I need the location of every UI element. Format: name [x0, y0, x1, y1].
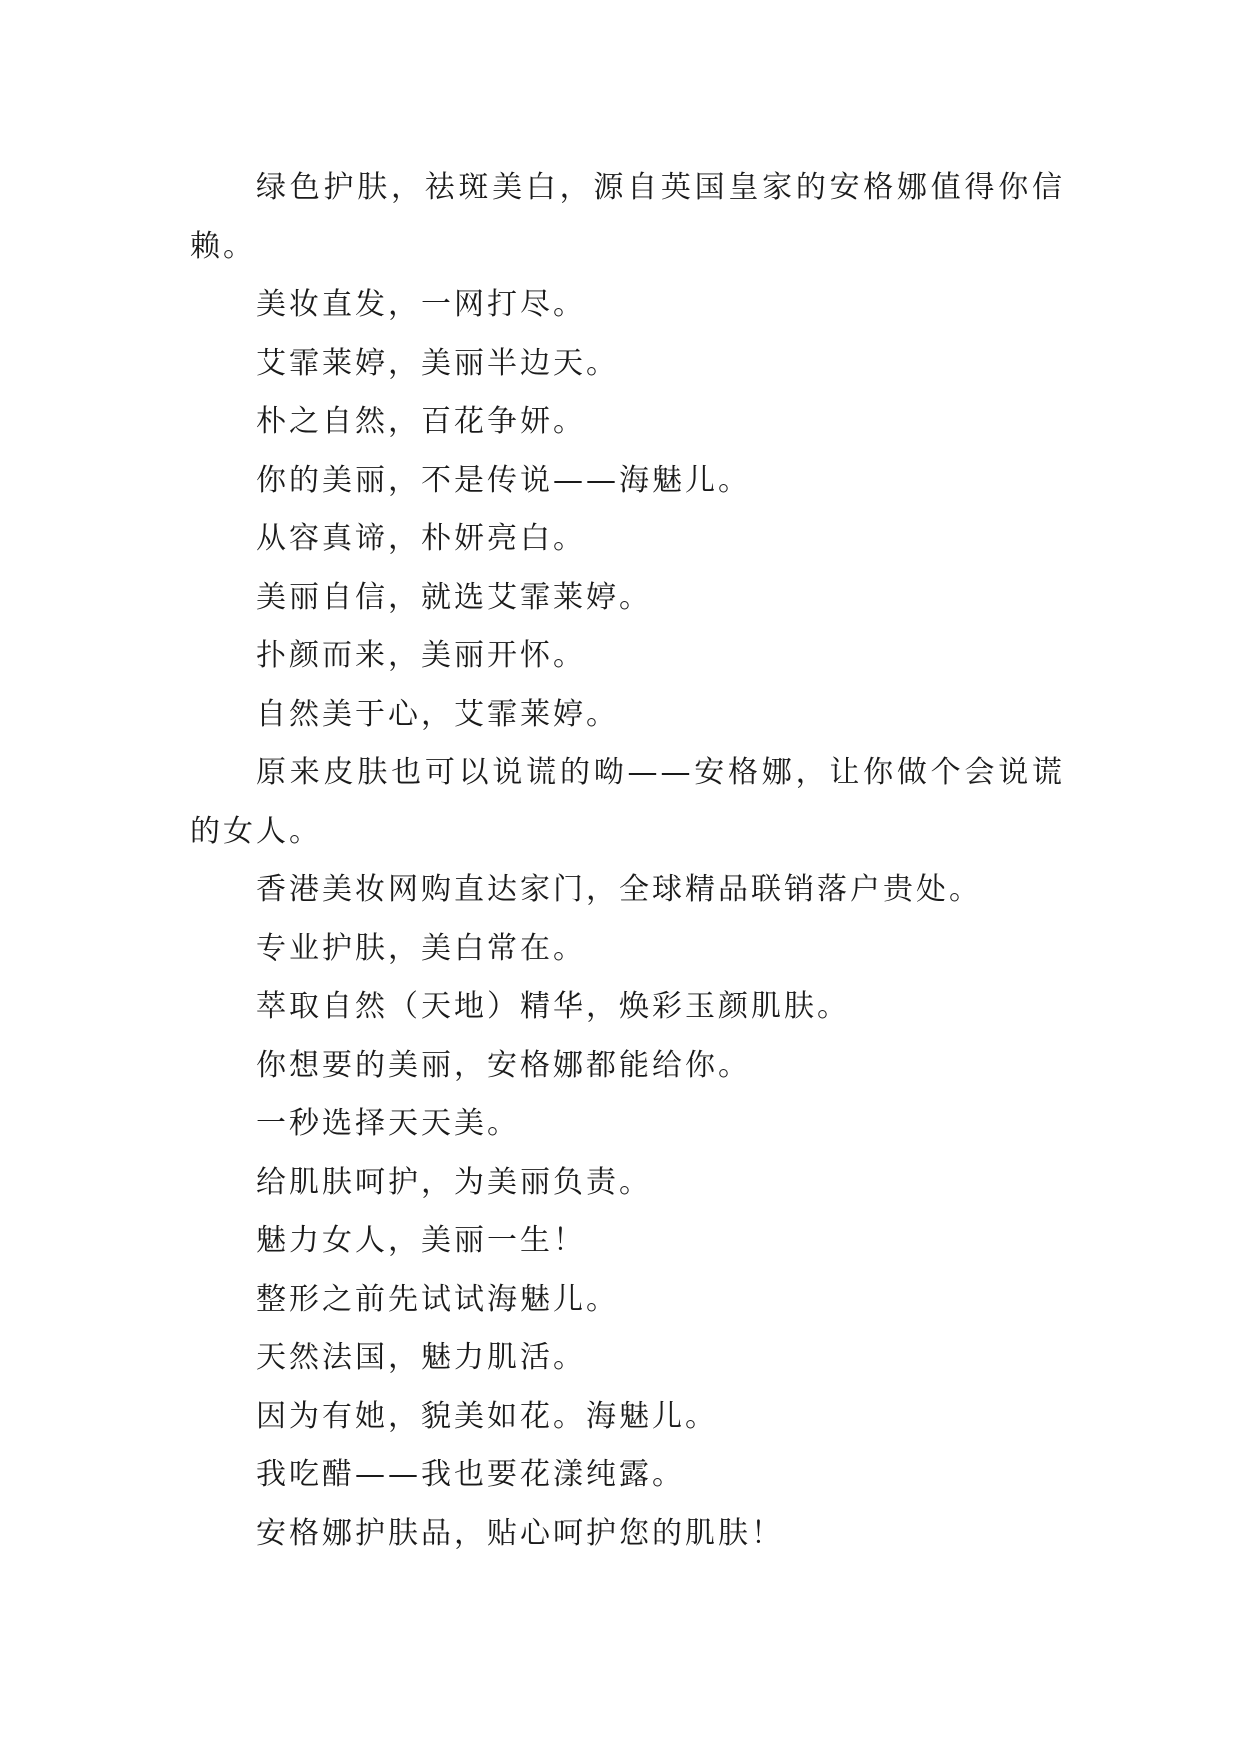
paragraph: 香港美妆网购直达家门，全球精品联销落户贵处。	[256, 872, 982, 907]
paragraph: 从容真谛，朴妍亮白。	[256, 521, 586, 556]
paragraph: 朴之自然，百花争妍。	[256, 404, 586, 439]
paragraph: 自然美于心，艾霏莱婷。	[256, 696, 619, 732]
paragraph: 萃取自然（天地）精华，焕彩玉颜肌肤。	[256, 989, 850, 1024]
paragraph: 专业护肤，美白常在。	[256, 930, 586, 966]
paragraph: 美妆直发，一网打尽。	[256, 287, 586, 322]
paragraph: 整形之前先试试海魅儿。	[256, 1281, 619, 1317]
paragraph: 绿色护肤，祛斑美白，源自英国皇家的安格娜值得你信赖。	[190, 170, 1065, 264]
paragraph: 扑颜而来，美丽开怀。	[256, 638, 586, 673]
paragraph: 原来皮肤也可以说谎的呦——安格娜，让你做个会说谎的女人。	[190, 755, 1065, 849]
paragraph: 因为有她，貌美如花。海魅儿。	[256, 1398, 718, 1434]
paragraph: 天然法国，魅力肌活。	[256, 1340, 586, 1375]
paragraph: 魅力女人，美丽一生！	[256, 1223, 586, 1258]
paragraph: 安格娜护肤品，贴心呵护您的肌肤！	[256, 1515, 784, 1551]
document-body	[190, 159, 1065, 1563]
paragraph: 艾霏莱婷，美丽半边天。	[256, 345, 619, 381]
paragraph: 美丽自信，就选艾霏莱婷。	[256, 579, 652, 615]
paragraph: 我吃醋——我也要花漾纯露。	[256, 1457, 685, 1492]
paragraph: 一秒选择天天美。	[256, 1106, 520, 1141]
paragraph: 给肌肤呵护，为美丽负责。	[256, 1164, 652, 1200]
paragraph: 你的美丽，不是传说——海魅儿。	[256, 462, 751, 498]
paragraph: 你想要的美丽，安格娜都能给你。	[256, 1047, 751, 1083]
